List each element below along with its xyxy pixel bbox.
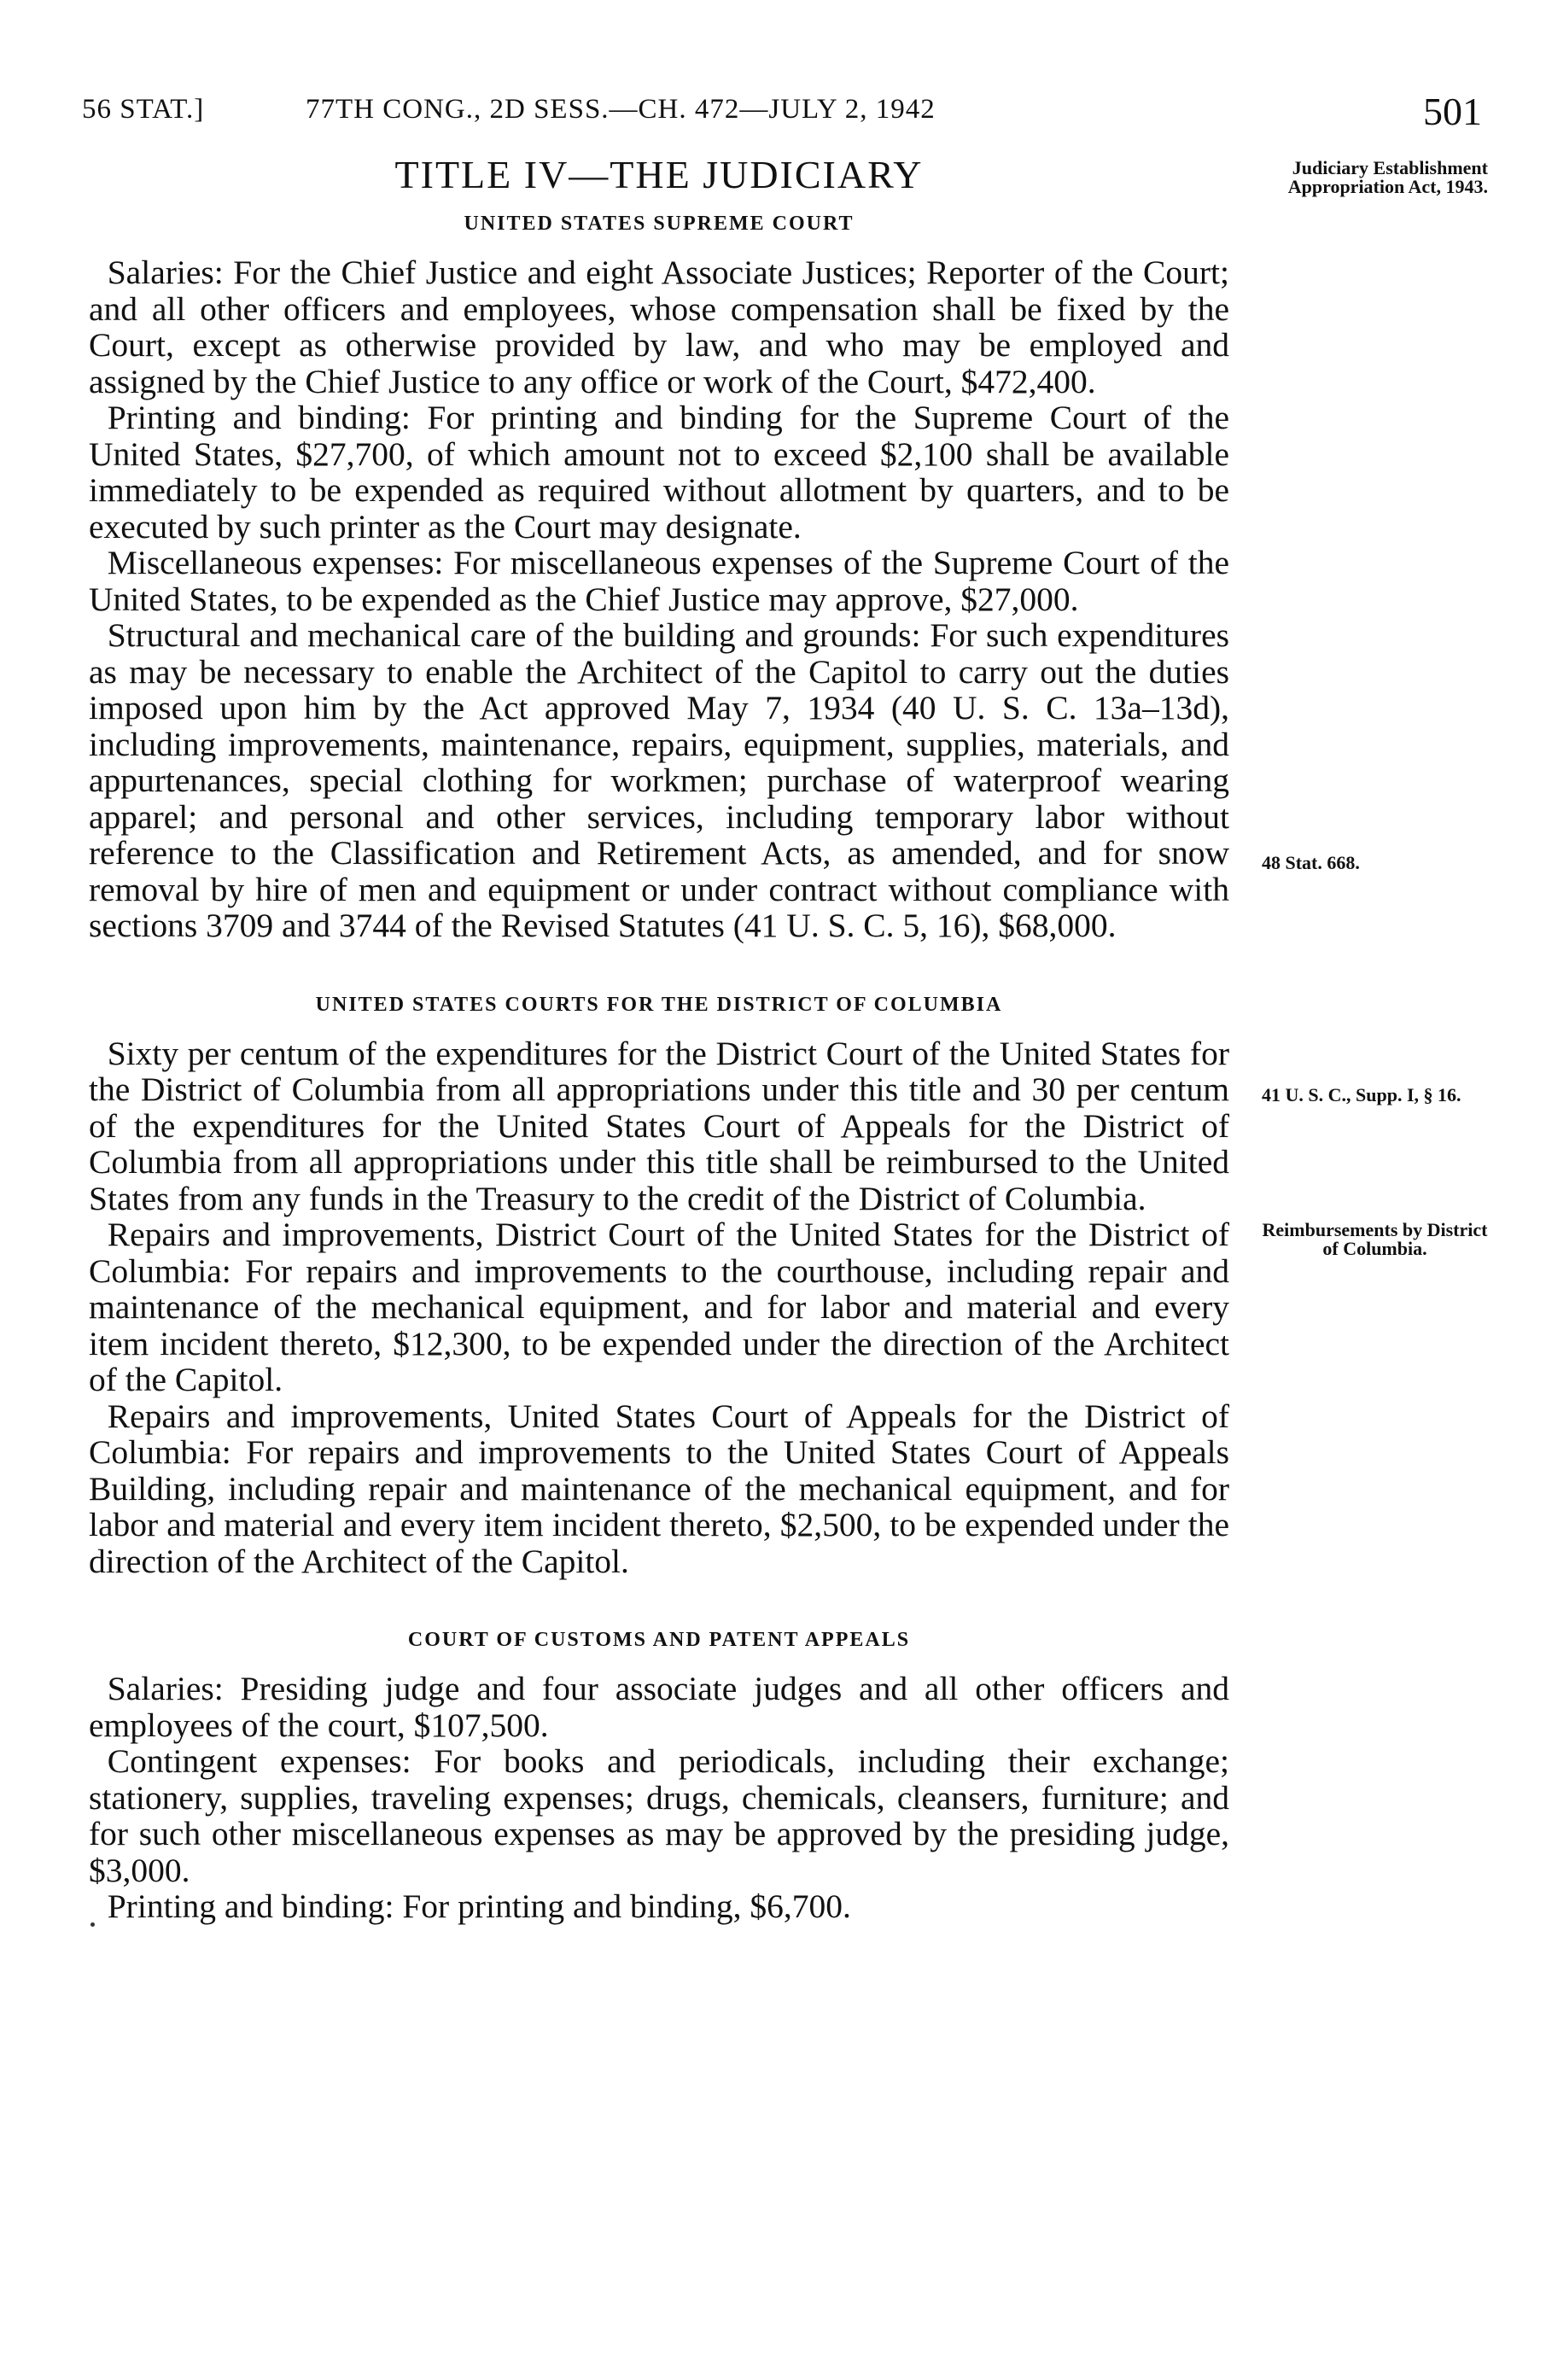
session-chapter-date: 77TH CONG., 2D SESS.—CH. 472—JULY 2, 1942 xyxy=(306,94,936,125)
paragraph-salaries: Salaries: Presiding judge and four associate judges and all other officers and employees of the court, $107,500. xyxy=(89,1670,1229,1744)
volume-reference: 56 STAT.] xyxy=(82,94,205,125)
ink-speck xyxy=(90,1922,95,1927)
paragraph-printing-binding: Printing and binding: For printing and binding, $6,700. xyxy=(107,1887,851,1925)
title-heading: TITLE IV—THE JUDICIARY xyxy=(394,153,924,196)
paragraph-reimbursement: Sixty per centum of the expenditures for the District Court of the United States for the District of Columbia from all appropriations under this title and 30 per centum of the expenditures for the United States Court of Appeals for the District of Columbia from all appropriations under this title shall be reimbursed to the United States from any funds in the Treasury to the credit of the District of Columbia. xyxy=(89,1034,1229,1217)
paragraph-appeals-court-repairs: Repairs and improvements, United States Court of Appeals for the District of Columbia: For repairs and improvements to the United States Court of Appeals Building, including repair and maintenance of the mechanical equipment, and for labor and material and every item incident thereto, $2,500, to be expended under the direction of the Architect of the Capitol. xyxy=(89,1397,1229,1580)
page-number: 501 xyxy=(1423,90,1482,133)
paragraph-printing-binding: Printing and binding: For printing and binding for the Supreme Court of the United States, $27,700, of which amount not to exceed $2,100 shall be available immediately to be expended as required without allotment by quarters, and to be executed by such printer as the Court may designate. xyxy=(89,399,1229,545)
running-head xyxy=(82,89,1482,140)
paragraph-contingent-expenses: Contingent expenses: For books and periodicals, including their exchange; stationery, supplies, traveling expenses; drugs, chemicals, cleansers, furniture; and for such other miscellaneous expenses as may be approved by the presiding judge, $3,000. xyxy=(89,1742,1229,1889)
margin-note-stat-reference: 48 Stat. 668. xyxy=(1262,852,1360,873)
margin-note-usc-reference: 41 U. S. C., Supp. I, § 16. xyxy=(1262,1084,1461,1105)
main-text-column xyxy=(89,152,1229,1925)
section-supreme-court xyxy=(89,213,1229,944)
paragraph-district-court-repairs: Repairs and improvements, District Court of the United States for the District of Columbia: For repairs and improvements to the courthouse, including repair and maintenance of the mechanical equipment, and for labor and material and every item incident thereto, $12,300, to be expended under the direction of the Architect of the Capitol. xyxy=(89,1216,1229,1398)
margin-note-act-title: Judiciary Establishment Appropriation Act, 1943. xyxy=(1287,157,1488,197)
paragraph-salaries: Salaries: For the Chief Justice and eight Associate Justices; Reporter of the Court; and all other officers and employees, whose compensation shall be fixed by the Court, except as otherwise provided by law, and who may be employed and assigned by the Chief Justice to any office or work of the Court, $472,400. xyxy=(89,254,1229,400)
margin-note-reimbursements: Reimbursements by District of Columbia. xyxy=(1262,1219,1488,1259)
section-customs-patent-appeals xyxy=(89,1629,1229,1925)
section-dc-courts xyxy=(89,994,1229,1580)
section-heading: UNITED STATES COURTS FOR THE DISTRICT OF COLUMBIA xyxy=(315,993,1003,1016)
section-heading: UNITED STATES SUPREME COURT xyxy=(464,213,855,235)
paragraph-structural-care: Structural and mechanical care of the building and grounds: For such expenditures as may be necessary to enable the Architect of the Capitol to carry out the duties imposed upon him by the Act approved May 7, 1934 (40 U. S. C. 13a–13d), including improvements, maintenance, repairs, equipment, supplies, materials, and appurtenances, special clothing for workmen; purchase of waterproof wearing apparel; and personal and other services, including temporary labor without reference to the Classification and Retirement Acts, as amended, and for snow removal by hire of men and equipment or under contract without compliance with sections 3709 and 3744 of the Revised Statutes (41 U. S. C. 5, 16), $68,000. xyxy=(89,616,1229,944)
section-heading: COURT OF CUSTOMS AND PATENT APPEALS xyxy=(407,1629,911,1651)
paragraph-misc-expenses: Miscellaneous expenses: For miscellaneous expenses of the Supreme Court of the United States, to be expended as the Chief Justice may approve, $27,000. xyxy=(89,544,1229,618)
